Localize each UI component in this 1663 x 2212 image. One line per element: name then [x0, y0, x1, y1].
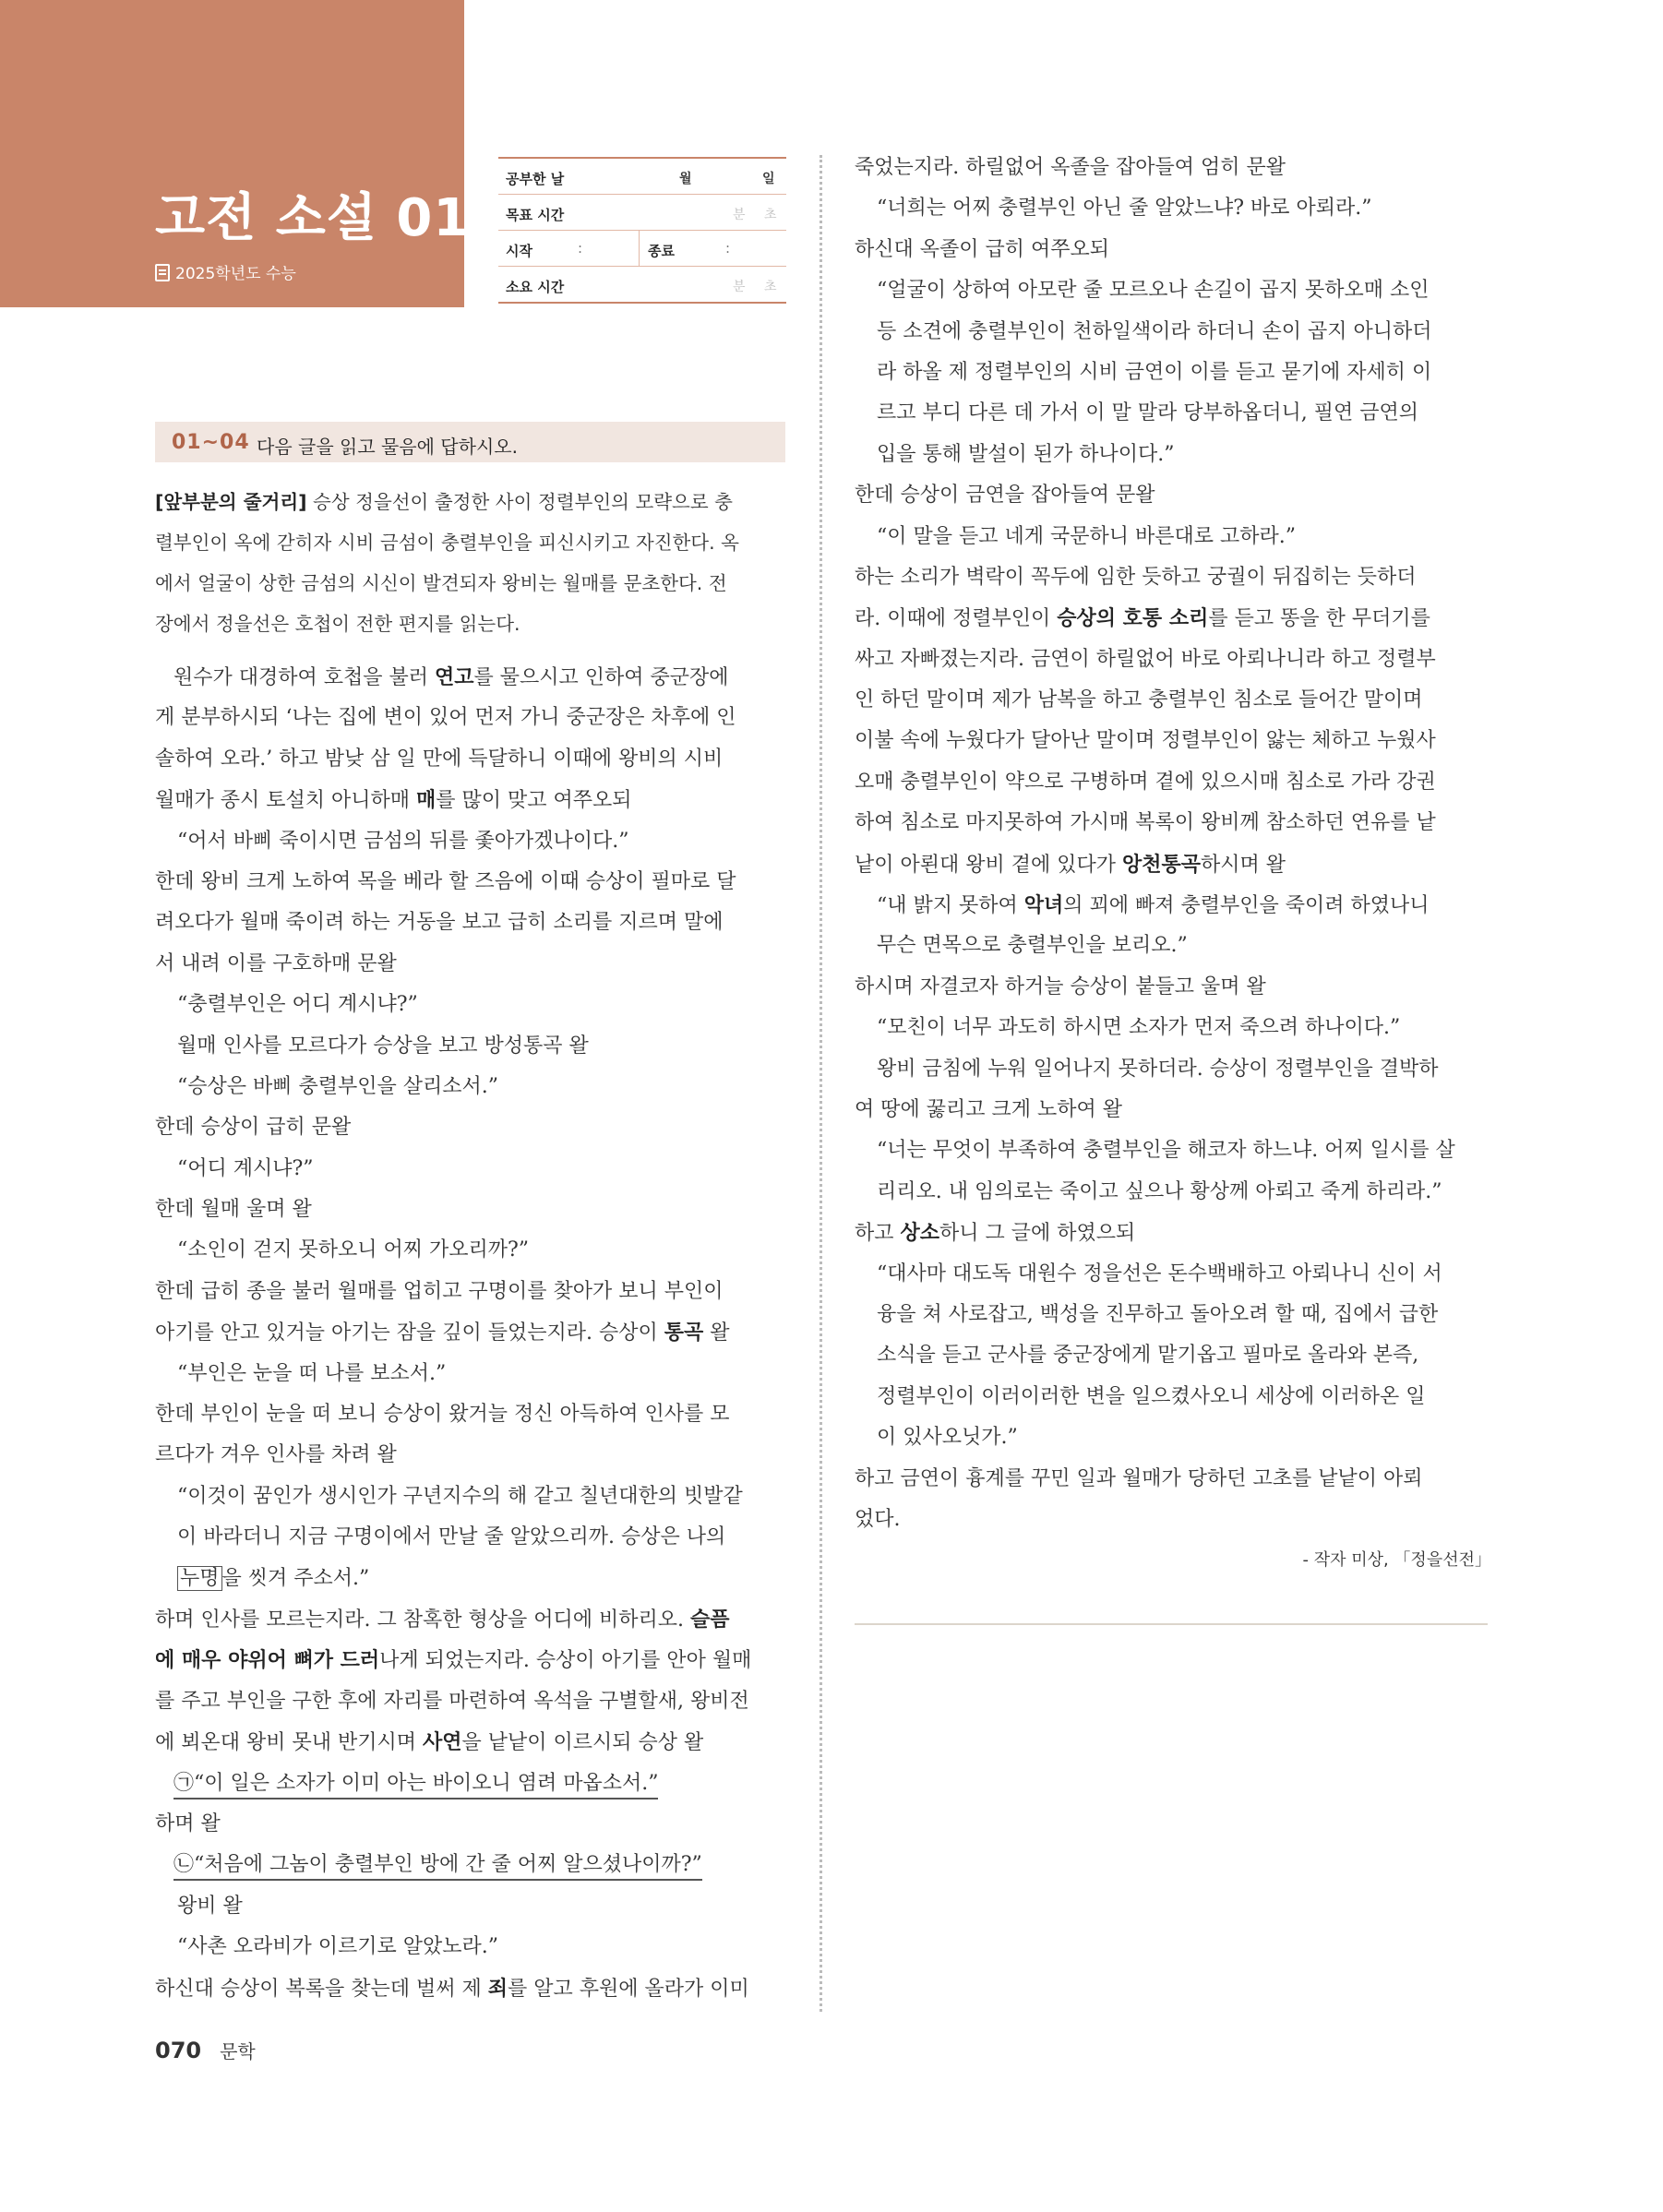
summary-line: 에서 얼굴이 상한 금섬의 시신이 발견되자 왕비는 월매를 문초한다. 전 [155, 572, 727, 594]
text-span: 에 뵈온대 왕비 못내 반기시며 [155, 1731, 423, 1755]
text-span: 월매가 종시 토설치 아니하매 [155, 789, 416, 813]
passage-line: “너희는 어찌 충렬부인 아닌 줄 알았느냐? 바로 아뢰라.” [877, 197, 1372, 221]
passage-line: “너는 무엇이 부족하여 충렬부인을 해코자 하느냐. 어찌 일시를 살 [877, 1139, 1455, 1163]
passage-line [155, 1312, 792, 1353]
text-span: 나게 되었는지라. 승상이 아기를 안아 월매 [379, 1649, 752, 1673]
passage-line [155, 657, 792, 698]
passage-line: 하고 금연이 흉계를 꾸민 일과 월매가 당하던 고초를 낱낱이 아뢰 [855, 1466, 1423, 1490]
passage-line: 등 소견에 충렬부인이 천하일색이라 하더니 손이 곱지 아니하더 [877, 319, 1432, 343]
exam-source-label: 2025학년도 수능 [175, 265, 296, 283]
passage-line: “사촌 오라비가 이르기로 알았노라.” [177, 1935, 498, 1959]
passage-line: 죽었는지라. 하릴없어 옥졸을 잡아들여 엄히 문왈 [855, 156, 1286, 179]
passage-line: 하신대 옥졸이 급히 여쭈오되 [855, 237, 1110, 261]
passage-line: 왕비 왈 [177, 1894, 243, 1918]
passage-line: “대사마 대도독 대원수 정을선은 돈수백배하고 아뢰나니 신이 서 [877, 1261, 1442, 1285]
passage-line [855, 885, 1491, 926]
passage-line: “어디 계시냐?” [177, 1156, 314, 1180]
passage-line [855, 844, 1491, 885]
text-span: 라. 이때에 정렬부인이 [855, 607, 1058, 631]
passage-line: “얼굴이 상하여 아모란 줄 모르오나 손길이 곱지 못하오매 소인 [877, 279, 1430, 303]
passage-line: 왕비 금침에 누워 일어나지 못하더라. 승상이 정렬부인을 결박하 [877, 1057, 1439, 1081]
page-number: 070 [155, 2038, 202, 2063]
source-credit: - 작자 미상, 「정을선전」 [1302, 1550, 1491, 1571]
summary-line: 렬부인이 옥에 갇히자 시비 금섬이 충렬부인을 피신시키고 자진한다. 옥 [155, 532, 739, 554]
column-divider [820, 155, 822, 2012]
passage-line: “이것이 꿈인가 생시인가 구년지수의 해 같고 칠년대한의 빗발같 [177, 1484, 743, 1508]
end-colon: : [725, 240, 731, 257]
passage-line: 라 하올 제 정렬부인의 시비 금연이 이를 듣고 묻기에 자세히 이 [877, 360, 1432, 384]
passage-line: “소인이 걷지 못하오니 어찌 가오리까?” [177, 1238, 530, 1262]
summary-tag: [앞부분의 줄거리] [155, 491, 307, 513]
passage-line: 정렬부인이 이러이러한 변을 일으켰사오니 세상에 이러하온 일 [877, 1384, 1426, 1408]
boxed-term: 누명 [177, 1566, 222, 1591]
passage-line [855, 1213, 1491, 1253]
passage-line [155, 1764, 792, 1804]
start-end-divider [639, 231, 640, 266]
bold-term: 승상의 호통 소리 [1057, 606, 1209, 631]
passage-line: 솔하여 오라.’ 하고 밤낮 삼 일 만에 득달하니 이때에 왕비의 시비 [155, 747, 724, 771]
bold-term: 앙천통곡 [1122, 852, 1202, 877]
passage-line: 입을 통해 발설이 된가 하나이다.” [877, 442, 1175, 466]
bold-term: 상소 [900, 1221, 940, 1246]
bold-term: 슬픔 [689, 1607, 730, 1632]
passage-line: 하며 왈 [155, 1811, 221, 1835]
passage-line [155, 1968, 792, 2009]
start-end-row [498, 231, 786, 267]
month-unit: 월 [679, 172, 692, 186]
study-date-label: 공부한 날 [506, 171, 565, 187]
text-span: 하시며 왈 [1201, 853, 1286, 877]
study-date-row [498, 159, 786, 195]
page-footer [155, 2037, 256, 2063]
text-span: 를 많이 맞고 여쭈오되 [436, 789, 632, 813]
text-span: 의 꾀에 빠져 충렬부인을 죽이려 하였나니 [1063, 894, 1430, 918]
passage-line [155, 1599, 792, 1640]
passage-line [155, 1722, 792, 1763]
underlined-quote-a: ㉠“이 일은 소자가 이미 아는 바이오니 염려 마옵소서.” [173, 1772, 658, 1799]
text-span: 을 씻겨 주소서.” [221, 1566, 370, 1590]
goal-time-row [498, 195, 786, 231]
day-unit: 일 [762, 172, 775, 186]
bold-term: 에 매우 야위어 뼈가 드러 [155, 1648, 380, 1673]
text-span: 원수가 대경하여 호첩을 불러 [173, 666, 435, 689]
spent-minute-unit: 분 [733, 280, 746, 294]
bold-term: 연고 [435, 665, 474, 689]
passage-line: 이 있사오닛가.” [877, 1426, 1018, 1450]
passage-line [155, 1845, 792, 1885]
start-label: 시작 [506, 243, 532, 259]
passage-line: 하시며 자결코자 하거늘 승상이 붙들고 울며 왈 [855, 974, 1266, 998]
passage-line: 한데 승상이 급히 문왈 [155, 1116, 352, 1140]
text-span: 를 알고 후원에 올라가 이미 [508, 1977, 749, 2001]
passage-left-column [155, 657, 792, 2009]
exam-source [155, 260, 296, 283]
text-span: 하신대 승상이 복록을 찾는데 벌써 제 [155, 1977, 488, 2001]
spent-time-label: 소요 시간 [506, 279, 565, 295]
spent-time-row [498, 267, 786, 302]
end-label: 종료 [648, 243, 675, 259]
passage-line: 하여 침소로 마지못하여 가시매 복록이 왕비께 참소하던 연유를 낱 [855, 811, 1436, 835]
passage-line [155, 780, 792, 820]
passage-line: 한데 급히 종을 불러 월매를 업히고 구명이를 찾아가 보니 부인이 [155, 1279, 724, 1303]
passage-line: 한데 월매 울며 왈 [155, 1198, 312, 1222]
passage-line: “모친이 너무 과도히 하시면 소자가 먼저 죽으려 하나이다.” [877, 1016, 1401, 1040]
instruction-text: 다음 글을 읽고 물음에 답하시오. [257, 436, 518, 458]
goal-minute-unit: 분 [733, 208, 746, 222]
plot-summary [155, 482, 787, 644]
passage-line: 무슨 면목으로 충렬부인을 보리오.” [877, 934, 1188, 958]
text-span: 낱이 아뢴대 왕비 곁에 있다가 [855, 853, 1122, 877]
passage-line: 소식을 듣고 군사를 중군장에게 맡기옵고 필마로 올라와 본즉, [877, 1344, 1419, 1368]
passage-line: 었다. [855, 1507, 901, 1531]
passage-line: 려오다가 월매 죽이려 하는 거동을 보고 급히 소리를 지르며 말에 [155, 911, 724, 935]
summary-line [155, 482, 787, 522]
question-range: 01~04 [172, 431, 250, 454]
text-span: 아기를 안고 있거늘 아기는 잠을 깊이 들었는지라. 승상이 [155, 1321, 664, 1345]
passage-line: 게 분부하시되 ‘나는 집에 변이 있어 먼저 가니 중군장은 차후에 인 [155, 706, 736, 730]
goal-second-unit: 초 [764, 208, 777, 222]
passage-line: 인 하던 말이며 제가 남복을 하고 충렬부인 침소로 들어간 말이며 [855, 688, 1423, 712]
bold-term: 악녀 [1023, 893, 1064, 918]
passage-line [155, 1640, 792, 1680]
passage-line: “승상은 바삐 충렬부인을 살리소서.” [177, 1074, 498, 1098]
passage-line: “충렬부인은 어디 계시냐?” [177, 993, 418, 1017]
underlined-quote-b: ㉡“처음에 그놈이 충렬부인 방에 간 줄 어찌 알으셨나이까?” [173, 1853, 702, 1881]
text-span: “내 밝지 못하여 [877, 894, 1024, 918]
document-icon [155, 264, 170, 281]
text-span: 하고 [855, 1222, 901, 1246]
page-title: 고전 소설 01 [155, 188, 471, 248]
passage-line: 한데 부인이 눈을 떠 보니 승상이 왔거늘 정신 아득하여 인사를 모 [155, 1403, 730, 1427]
passage-line: “이 말을 듣고 네게 국문하니 바른대로 고하라.” [877, 524, 1296, 548]
passage-line: 르고 부디 다른 데 가서 이 말 말라 당부하옵더니, 필연 금연의 [877, 401, 1418, 425]
passage-line: 융을 쳐 사로잡고, 백성을 진무하고 돌아오려 할 때, 집에서 급한 [877, 1302, 1439, 1326]
passage-line [155, 1559, 792, 1599]
passage-line: 한데 승상이 금연을 잡아들여 문왈 [855, 484, 1155, 508]
passage-line: 월매 인사를 모르다가 승상을 보고 방성통곡 왈 [177, 1034, 589, 1058]
passage-line: 리리오. 내 임의로는 죽이고 싶으나 황상께 아뢰고 죽게 하리라.” [877, 1179, 1442, 1203]
text-span: 하니 그 글에 하였으되 [939, 1222, 1136, 1246]
bold-term: 통곡 [664, 1321, 704, 1345]
summary-line: 장에서 정을선은 호첩이 전한 편지를 읽는다. [155, 613, 520, 635]
section-name: 문학 [220, 2040, 256, 2063]
study-record-table [498, 157, 786, 304]
start-colon: : [578, 240, 583, 257]
passage-line: 오매 충렬부인이 약으로 구병하며 곁에 있으시매 침소로 가라 강권 [855, 770, 1436, 794]
passage-line: 서 내려 이를 구호하매 문왈 [155, 951, 397, 975]
passage-line: 하는 소리가 벽락이 꼭두에 임한 듯하고 궁궐이 뒤집히는 듯하더 [855, 565, 1417, 589]
text-span: 왈 [703, 1321, 730, 1345]
passage-line: 르다가 겨우 인사를 차려 왈 [155, 1443, 397, 1467]
text-span: 하며 인사를 모르는지라. 그 참혹한 형상을 어디에 비하리오. [155, 1608, 690, 1632]
summary-text: 승상 정을선이 출정한 사이 정렬부인의 모략으로 충 [306, 491, 733, 513]
passage-line: 여 땅에 꿇리고 크게 노하여 왈 [855, 1097, 1122, 1121]
text-span: 를 물으시고 인하여 중군장에 [473, 666, 729, 689]
passage-line: 싸고 자빠졌는지라. 금연이 하릴없어 바로 아뢰나니라 하고 정렬부 [855, 647, 1436, 671]
instruction-bar [155, 422, 785, 462]
passage-line [855, 598, 1491, 639]
passage-end-rule [855, 1623, 1488, 1625]
passage-line: “어서 바삐 죽이시면 금섬의 뒤를 좇아가겠나이다.” [177, 829, 629, 853]
goal-time-label: 목표 시간 [506, 207, 565, 223]
bold-term: 사연 [423, 1730, 462, 1755]
text-span: 를 듣고 똥을 한 무더기를 [1208, 607, 1430, 631]
passage-right-column [855, 148, 1491, 1582]
passage-line: 이 바라더니 지금 구명이에서 만날 줄 알았으리까. 승상은 나의 [177, 1525, 726, 1549]
title-banner-notch [448, 257, 464, 290]
passage-line: 를 주고 부인을 구한 후에 자리를 마련하여 옥석을 구별할새, 왕비전 [155, 1689, 749, 1713]
passage-line: 한데 왕비 크게 노하여 목을 베라 할 즈음에 이때 승상이 필마로 달 [155, 869, 736, 893]
bold-term: 죄 [487, 1976, 508, 2001]
text-span: 을 낱낱이 이르시되 승상 왈 [461, 1731, 704, 1755]
spent-second-unit: 초 [764, 280, 777, 294]
bold-term: 매 [416, 788, 437, 813]
passage-line: 이불 속에 누웠다가 달아난 말이며 정렬부인이 앓는 체하고 누웠사 [855, 729, 1436, 753]
passage-line: “부인은 눈을 떠 나를 보소서.” [177, 1361, 447, 1385]
